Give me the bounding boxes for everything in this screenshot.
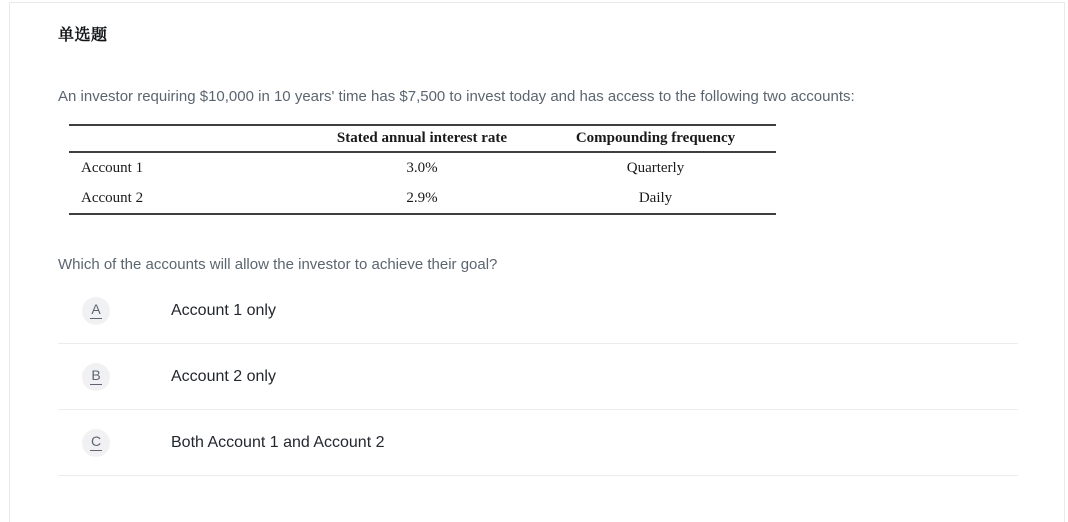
option-b-text: Account 2 only	[171, 367, 276, 385]
option-a-letter: A	[91, 301, 101, 317]
question-prompt: Which of the accounts will allow the investor to achieve their goal?	[58, 256, 498, 273]
option-a-badge[interactable]	[82, 297, 110, 325]
table-cell-account-label: Account 1	[81, 159, 144, 176]
option-b-badge[interactable]	[82, 363, 110, 391]
question-exhibit-table	[69, 124, 776, 215]
table-cell-frequency: Quarterly	[626, 159, 685, 176]
option-c-text: Both Account 1 and Account 2	[171, 433, 385, 451]
table-cell-account-label: Account 2	[81, 189, 144, 206]
table-header-row	[69, 126, 776, 153]
options-list	[58, 278, 1018, 476]
question-card	[9, 2, 1065, 522]
option-c-badge[interactable]	[82, 429, 110, 457]
table-row	[69, 183, 776, 213]
option-a-text: Account 1 only	[171, 301, 276, 319]
table-cell-frequency: Daily	[638, 189, 673, 206]
option-c[interactable]	[58, 410, 1018, 476]
option-b-letter: B	[91, 367, 101, 383]
table-cell-rate: 3.0%	[406, 159, 438, 176]
question-stem: An investor requiring $10,000 in 10 years' time has $7,500 to invest today and has access to the following two accounts:	[58, 88, 855, 105]
question-type-title: 单选题	[58, 27, 108, 44]
table-header-rate: Stated annual interest rate	[336, 130, 508, 146]
option-a[interactable]	[58, 278, 1018, 344]
table-row	[69, 153, 776, 183]
option-c-letter: C	[90, 433, 102, 449]
table-header-frequency: Compounding frequency	[575, 130, 736, 146]
table-cell-rate: 2.9%	[406, 189, 438, 206]
option-b[interactable]	[58, 344, 1018, 410]
